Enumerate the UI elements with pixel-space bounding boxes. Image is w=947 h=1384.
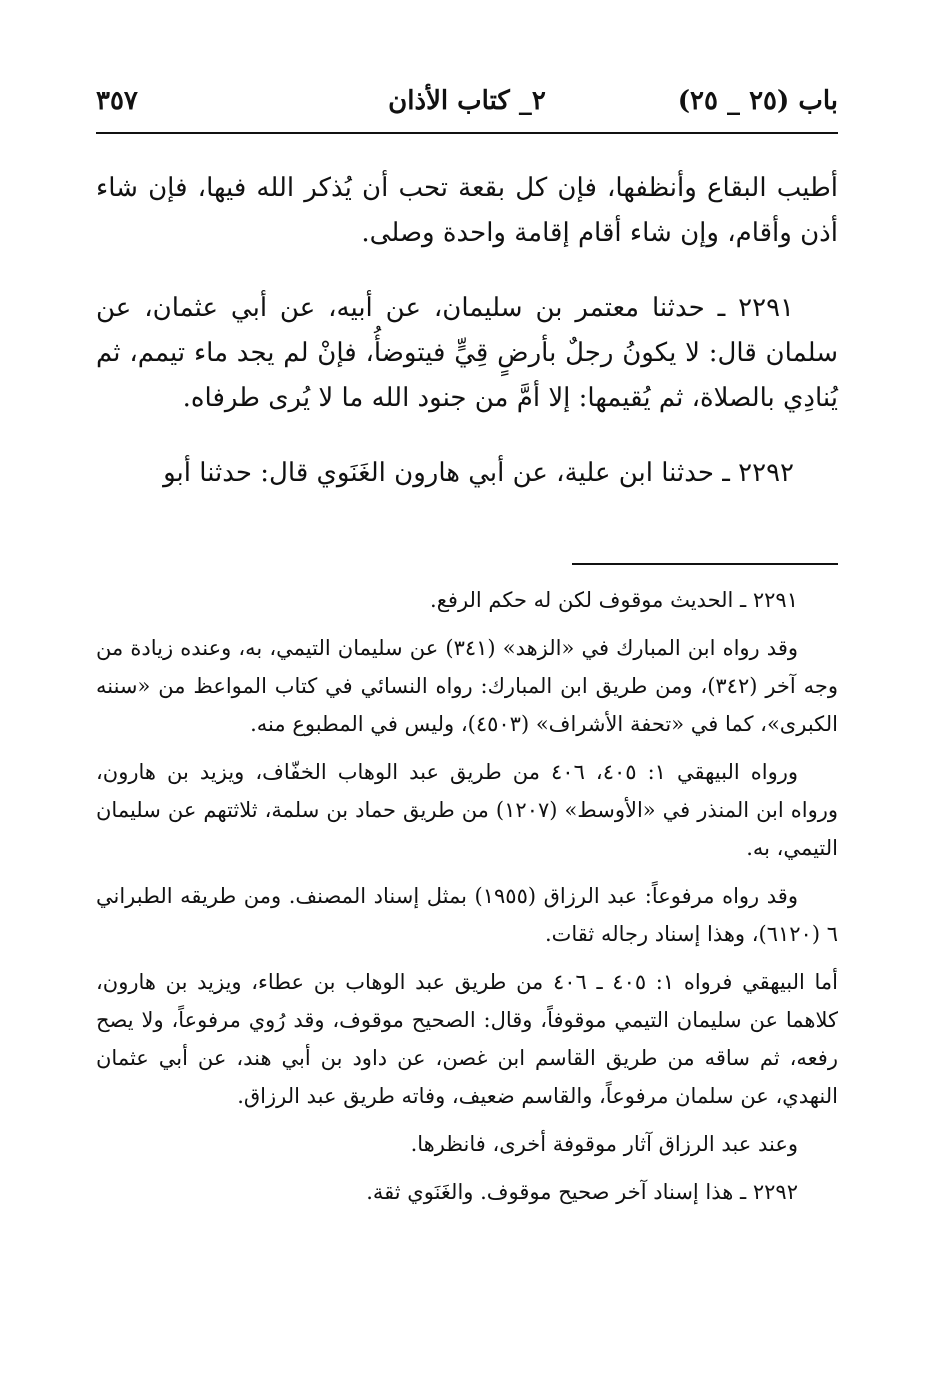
- main-paragraph: أطيب البقاع وأنظفها، فإن كل بقعة تحب أن يُذكر الله فيها، فإن شاء أذن وأقام، وإن شاء أقام إقامة واحدة وصلى.: [96, 173, 838, 248]
- hadith-2292: ٢٢٩٢ ـ حدثنا ابن علية، عن أبي هارون الغَنَوي قال: حدثنا أبو: [163, 458, 794, 488]
- main-text: [96, 166, 838, 526]
- footnote-paragraph: ٢٢٩١ ـ الحديث موقوف لكن له حكم الرفع.: [430, 588, 798, 612]
- footnote-paragraph: ٢٢٩٢ ـ هذا إسناد آخر صحيح موقوف. والغَنَوي ثقة.: [366, 1180, 798, 1204]
- footnote-divider: [572, 563, 838, 565]
- footnote-paragraph: أما البيهقي فرواه ١: ٤٠٥ ـ ٤٠٦ من طريق عبد الوهاب بن عطاء، ويزيد بن هارون، كلاهما عن سليمان التيمي موقوفاً، وقال: الصحيح موقوف، وقد رُوي مرفوعاً، ولا يصح رفعه، ثم ساقه من طريق القاسم ابن غصن، عن داود بن أبي هند، عن أبي عثمان النهدي، عن سلمان مرفوعاً، والقاسم ضعيف، وفاته طريق عبد الرزاق.: [96, 970, 838, 1108]
- page-header: [96, 84, 838, 128]
- header-divider: [96, 132, 838, 134]
- book-title: ٢_ كتاب الأذان: [388, 86, 546, 116]
- chapter-heading: باب (٢٥ _ ٢٥): [677, 86, 838, 116]
- footnote-paragraph: وعند عبد الرزاق آثار موقوفة أخرى، فانظرها.: [410, 1132, 798, 1156]
- footnote-paragraph: وقد رواه مرفوعاً: عبد الرزاق (١٩٥٥) بمثل إسناد المصنف. ومن طريقه الطبراني ٦ (٦١٢٠)، وهذا إسناد رجاله ثقات.: [96, 884, 838, 946]
- footnotes: [96, 581, 838, 1221]
- page-number: ٣٥٧: [96, 86, 138, 116]
- footnote-paragraph: وقد رواه ابن المبارك في «الزهد» (٣٤١) عن سليمان التيمي، به، وعنده زيادة من وجه آخر (٣٤٢)، ومن طريق ابن المبارك: رواه النسائي في كتاب المواعظ من «سننه الكبرى»، كما في «تحفة الأشراف» (٤٥٠٣)، وليس في المطبوع منه.: [96, 636, 839, 736]
- hadith-2291: ٢٢٩١ ـ حدثنا معتمر بن سليمان، عن أبيه، عن أبي عثمان، عن سلمان قال: لا يكونُ رجلٌ بأرضٍ قِيٍّ فيتوضأُ، فإنْ لم يجد ماء تيمم، ثم يُنادِي بالصلاة، ثم يُقيمها: إلا أمَّ من جنود الله ما لا يُرى طرفاه.: [96, 293, 838, 413]
- footnote-paragraph: ورواه البيهقي ١: ٤٠٥، ٤٠٦ من طريق عبد الوهاب الخفّاف، ويزيد بن هارون، ورواه ابن المنذر في «الأوسط» (١٢٠٧) من طريق حماد بن سلمة، ثلاثتهم عن سليمان التيمي، به.: [96, 760, 839, 860]
